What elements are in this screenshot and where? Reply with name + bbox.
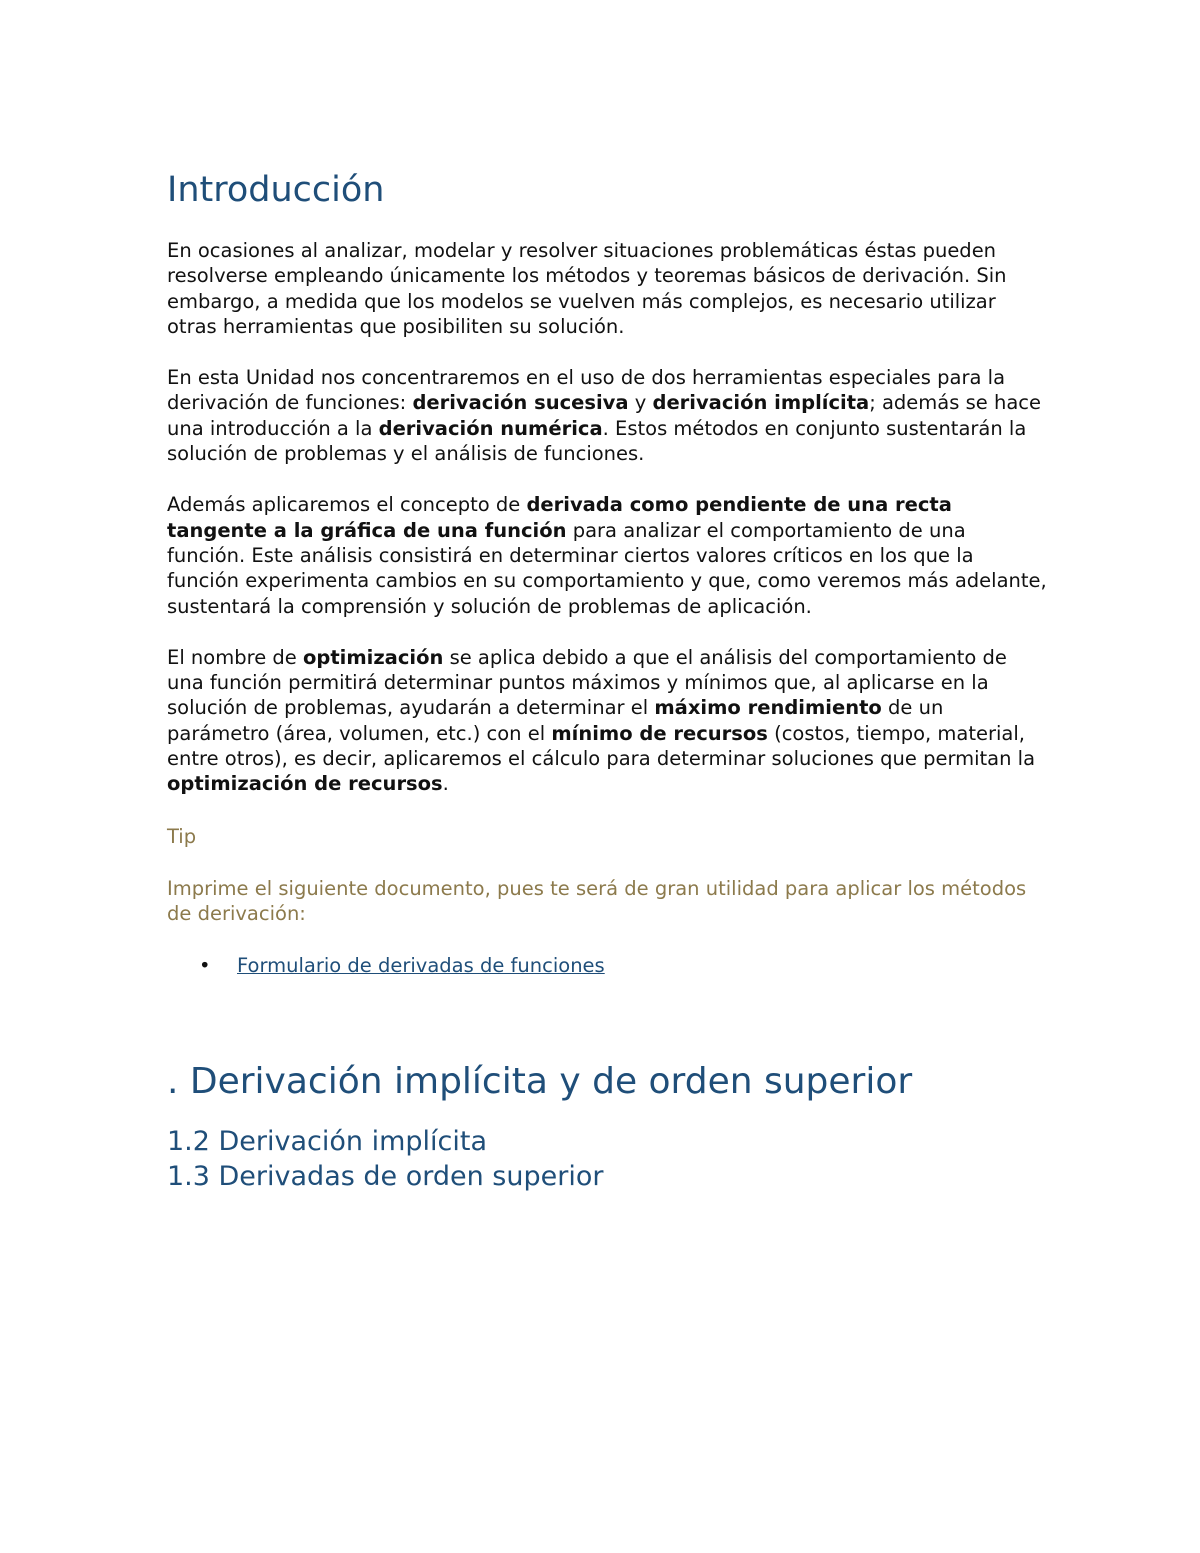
resource-list: [167, 953, 1047, 978]
bold-term: mínimo de recursos: [551, 721, 768, 745]
tip-label: Tip: [167, 824, 197, 848]
bold-term: derivación implícita: [652, 391, 870, 415]
formulario-link[interactable]: Formulario de derivadas de funciones: [237, 953, 605, 977]
section-heading: . Derivación implícita y de orden superior: [167, 1060, 913, 1102]
bold-term: derivada como pendiente de una recta tangente a la gráfica de una función: [167, 493, 952, 542]
bold-term: optimización de recursos: [167, 772, 443, 796]
subsection-heading-1-2: 1.2 Derivación implícita: [167, 1125, 488, 1157]
text-run: para analizar el comportamiento de una función. Este análisis consistirá en determinar ciertos valores críticos en los que la función experimenta cambios en su comportamiento y que, como veremos más adelante, sustentará la comprensión y solución de problemas de aplicación.: [167, 518, 1047, 618]
bold-term: optimización: [302, 645, 444, 669]
list-item: [167, 953, 1047, 978]
intro-paragraph-1: [167, 238, 1047, 339]
bullet-icon: •: [199, 953, 211, 977]
text-run: En esta Unidad nos concentraremos en el uso de dos herramientas especiales para la derivación de funciones:: [167, 366, 1006, 415]
text-run: Además aplicaremos el concepto de: [167, 493, 527, 517]
bold-term: derivación sucesiva: [412, 391, 629, 415]
intro-paragraph-4: [167, 645, 1047, 797]
text-run: de un parámetro (área, volumen, etc.) con el: [167, 696, 944, 745]
bold-term: máximo rendimiento: [654, 696, 882, 720]
text-run: se aplica debido a que el análisis del comportamiento de una función permitirá determinar puntos máximos y mínimos que, al aplicarse en la solución de problemas, ayudarán a determinar el: [167, 645, 1007, 720]
text-run: .: [442, 772, 449, 796]
document-content: [167, 168, 1047, 1194]
intro-paragraph-3: [167, 492, 1047, 618]
text-run: ; además se hace una introducción a la: [167, 391, 1041, 440]
intro-heading: Introducción: [167, 170, 385, 210]
text-run: El nombre de: [167, 645, 303, 669]
intro-paragraph-1-text: En ocasiones al analizar, modelar y resolver situaciones problemáticas éstas pueden resolverse empleando únicamente los métodos y teoremas básicos de derivación. Sin embargo, a medida que los modelos se vuelven más complejos, es necesario utilizar otras herramientas que posibiliten su solución.: [167, 239, 1007, 338]
tip-text: Imprime el siguiente documento, pues te será de gran utilidad para aplicar los métodos de derivación:: [167, 876, 1027, 926]
subsection-heading-1-3: 1.3 Derivadas de orden superior: [167, 1160, 604, 1192]
text-run: y: [628, 391, 653, 415]
intro-paragraph-2: [167, 365, 1047, 466]
bold-term: derivación numérica: [378, 416, 603, 440]
text-run: . Estos métodos en conjunto sustentarán la solución de problemas y el análisis de funciones.: [167, 416, 1027, 466]
text-run: (costos, tiempo, material, entre otros), es decir, aplicaremos el cálculo para determinar soluciones que permitan la: [167, 721, 1036, 771]
